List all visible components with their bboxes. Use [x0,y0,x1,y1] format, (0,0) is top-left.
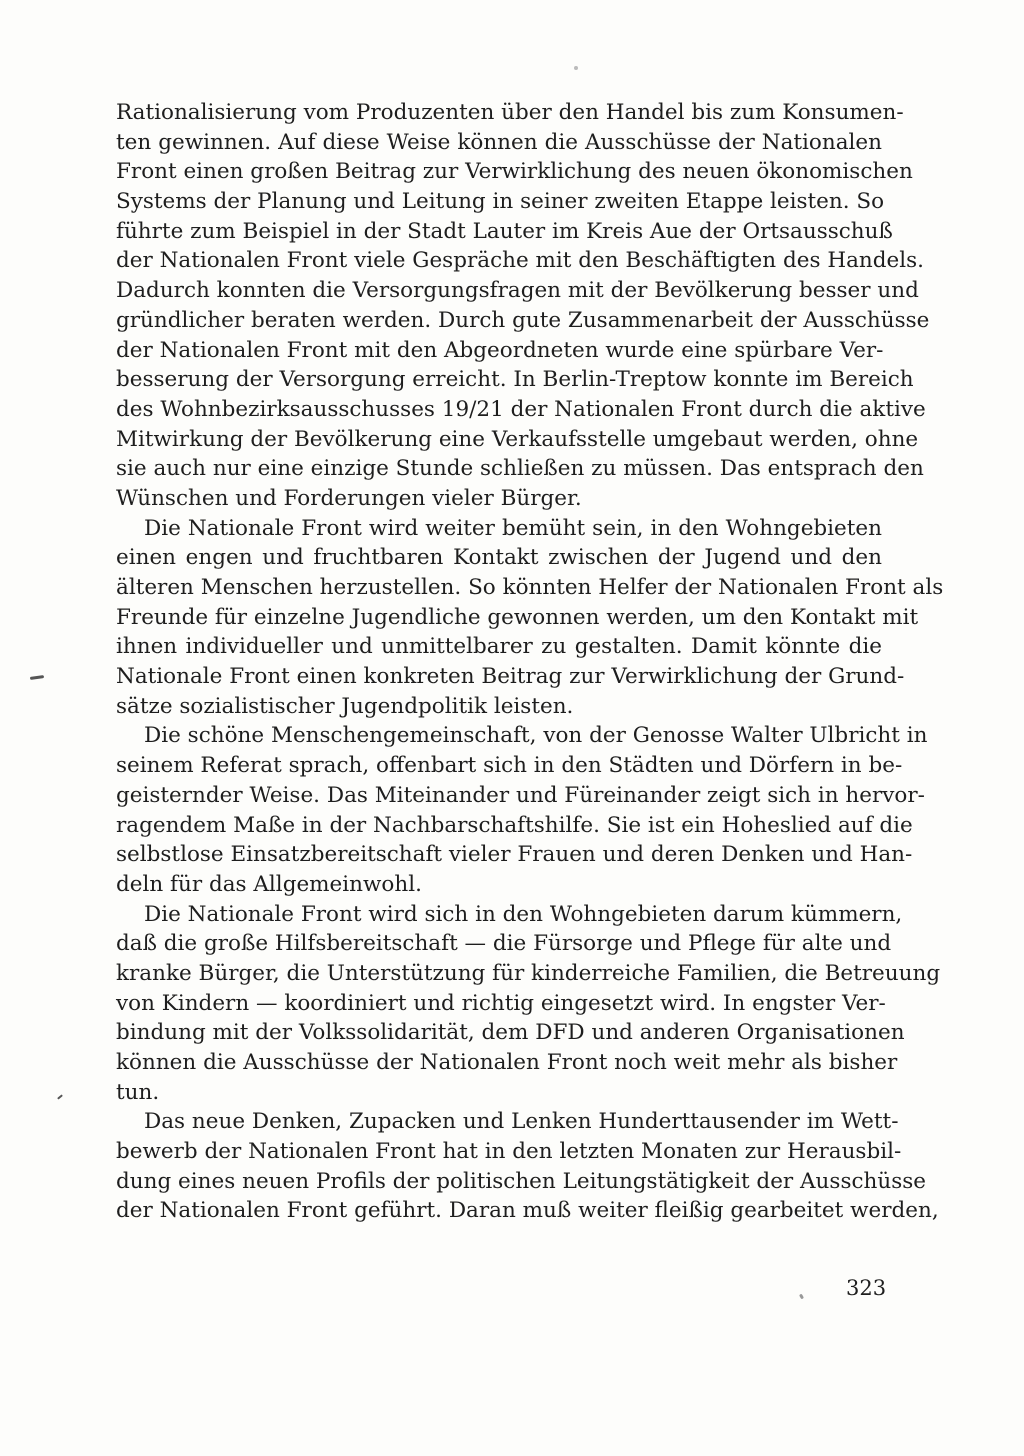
text-line: Die Nationale Front wird sich in den Wohngebieten darum kümmern, [144,901,903,927]
text-line: gründlicher beraten werden. Durch gute Zusammenarbeit der Ausschüsse [116,307,930,333]
text-line: Systems der Planung und Leitung in seiner zweiten Etappe leisten. So [116,189,885,215]
text-line: seinem Referat sprach, offenbart sich in den Städten und Dörfern in be- [116,753,903,779]
scan-speck [574,66,578,70]
paragraph [116,900,941,1108]
text-line: Die schöne Menschengemeinschaft, von der Genosse Walter Ulbricht in [144,723,928,749]
text-line: Freunde für einzelne Jugendliche gewonnen werden, um den Kontakt mit [116,604,919,630]
text-line: bindung mit der Volkssolidarität, dem DFD und anderen Organisationen [116,1020,905,1046]
text-line: selbstlose Einsatzbereitschaft vieler Frauen und deren Denken und Han- [116,842,913,868]
paragraph [116,514,944,722]
text-line: der Nationalen Front viele Gespräche mit den Beschäftigten des Handels. [116,248,924,274]
text-line: Rationalisierung vom Produzenten über den Handel bis zum Konsumen- [116,100,904,125]
text-line: Nationale Front einen konkreten Beitrag zur Verwirklichung der Grund- [116,664,905,690]
text-line: besserung der Versorgung erreicht. In Berlin-Treptow konnte im Bereich [116,367,914,393]
scan-speck [799,1294,804,1300]
text-line: der Nationalen Front mit den Abgeordneten wurde eine spürbare Ver- [116,337,884,363]
text-line: sie auch nur eine einzige Stunde schließen zu müssen. Das entsprach den [116,456,924,482]
margin-pencil-mark [30,675,44,680]
page-number: 323 [846,1276,887,1300]
text-line: deln für das Allgemeinwohl. [116,871,422,897]
text-line: dung eines neuen Profils der politischen Leitungstätigkeit der Ausschüsse [116,1168,926,1194]
text-line: des Wohnbezirksausschusses 19/21 der Nationalen Front durch die aktive [116,396,926,422]
text-line: von Kindern — koordiniert und richtig eingesetzt wird. In engster Ver- [116,990,886,1016]
paragraph [116,98,930,514]
text-line: bewerb der Nationalen Front hat in den letzten Monaten zur Herausbil- [116,1139,902,1165]
text-line: können die Ausschüsse der Nationalen Front noch weit mehr als bisher [116,1050,898,1075]
text-line: daß die große Hilfsbereitschaft — die Fürsorge und Pflege für alte und [116,931,892,957]
text-line: Das neue Denken, Zupacken und Lenken Hunderttausender im Wett- [144,1109,899,1135]
text-line: geisternder Weise. Das Miteinander und Füreinander zeigt sich in hervor- [116,782,925,808]
text-line: ragendem Maße in der Nachbarschaftshilfe. Sie ist ein Hoheslied auf die [116,812,913,838]
text-line: kranke Bürger, die Unterstützung für kinderreiche Familien, die Betreuung [116,960,941,986]
text-line: einen engen und fruchtbaren Kontakt zwischen der Jugend und den [116,545,882,571]
text-line: älteren Menschen herzustellen. So könnten Helfer der Nationalen Front als [116,575,944,600]
text-line: führte zum Beispiel in der Stadt Lauter im Kreis Aue der Ortsausschuß [116,218,893,244]
text-line: ihnen individueller und unmittelbarer zu gestalten. Damit könnte die [116,634,882,660]
body-text [116,98,944,1226]
text-line: ten gewinnen. Auf diese Weise können die Ausschüsse der Nationalen [116,129,882,155]
margin-pencil-mark [57,1094,63,1099]
text-line: tun. [116,1079,160,1105]
text-line: sätze sozialistischer Jugendpolitik leisten. [116,693,574,719]
paragraph [116,1107,939,1226]
text-line: Die Nationale Front wird weiter bemüht sein, in den Wohngebieten [144,515,882,541]
text-line: Mitwirkung der Bevölkerung eine Verkaufsstelle umgebaut werden, ohne [116,426,919,452]
text-line: Front einen großen Beitrag zur Verwirklichung des neuen ökonomischen [116,159,913,185]
paragraph [116,721,928,899]
text-line: Wünschen und Forderungen vieler Bürger. [116,485,582,511]
text-line: der Nationalen Front geführt. Daran muß weiter fleißig gearbeitet werden, [116,1198,939,1224]
text-line: Dadurch konnten die Versorgungsfragen mit der Bevölkerung besser und [116,278,919,304]
